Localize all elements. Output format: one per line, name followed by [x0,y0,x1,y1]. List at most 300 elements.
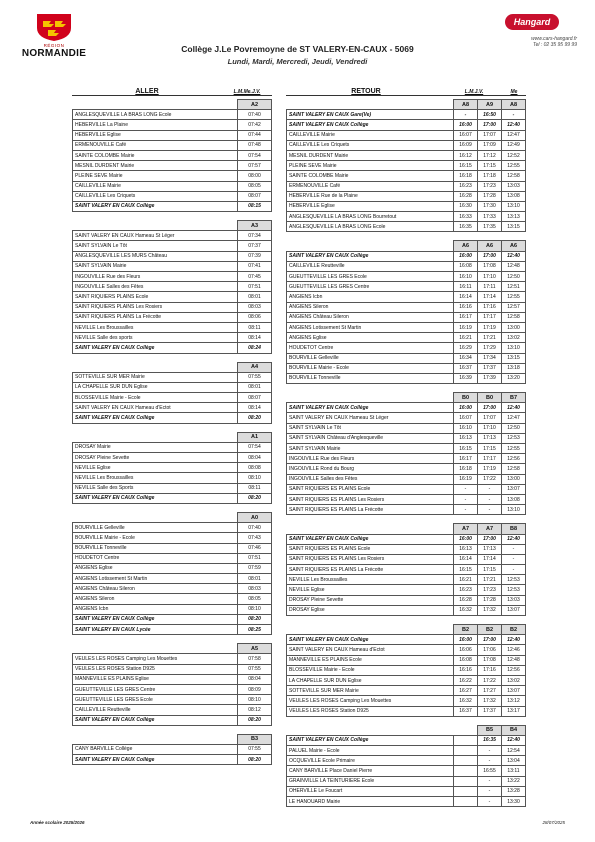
stop-time: 07:42 [238,120,272,130]
stop-name: ANGLESQUEVILLE LA BRAS LONG Ecole [287,222,454,232]
stop-time: 12:58 [502,171,526,181]
retour-block [286,523,526,616]
stop-name: BOURVILLE Mairie - Ecole [287,363,454,373]
table-row [287,222,526,232]
route-code: A7 [454,524,478,534]
stop-time: 08:20 [238,493,272,503]
table-row [73,594,272,604]
stop-time: 08:07 [238,191,272,201]
stop-time: 08:12 [238,705,272,715]
aller-block [72,362,272,424]
stop-time: 16:50 [478,110,502,120]
stop-name: CAILLEVILLE Reutteville [287,261,454,271]
stop-name: CANY BARVILLE Collège [73,744,238,754]
retour-block [286,392,526,515]
stop-time: 07:55 [238,664,272,674]
stop-name: INGOUVILLE Rond du Bourg [287,464,454,474]
table-row [287,322,526,332]
route-code: A6 [454,241,478,251]
route-code-row [287,100,526,110]
stop-time: 16:00 [454,635,478,645]
stop-time: - [478,797,502,807]
table-row [73,120,272,130]
stop-time: 07:58 [238,654,272,664]
hangard-logo [487,12,577,48]
normandy-shield-icon [33,12,75,42]
stop-name: BLOSSEVILLE Mairie - Ecole [287,665,454,675]
stop-name: SAINT VALERY EN CAUX Collège [287,403,454,413]
stop-name: GUEUTTEVILLE LES GRES Ecole [287,272,454,282]
route-code: A4 [238,362,272,372]
table-row [73,563,272,573]
stop-time: 16:33 [454,212,478,222]
route-code-row [73,221,272,231]
stop-time: 16:13 [454,544,478,554]
route-code: A8 [502,100,526,110]
route-code-spacer [73,512,238,522]
route-code-row [73,432,272,442]
stop-name: HEBERVILLE Eglise [73,130,238,140]
stop-time [454,797,478,807]
stop-time [454,786,478,796]
stop-name: OHERVILLE Le Foucart [287,786,454,796]
stop-name: VEULES LES ROSES Station D925 [287,706,454,716]
region-label: RÉGION [43,43,65,48]
table-row [287,585,526,595]
stop-time: 16:28 [454,191,478,201]
stop-time [454,776,478,786]
stop-time [454,746,478,756]
stop-time: 08:10 [238,695,272,705]
stop-time: 16:14 [454,554,478,564]
stop-name: MANNEVILLE ES PLAINS Eglise [73,674,238,684]
aller-block [72,643,272,726]
table-row [73,382,272,392]
stop-name: NEVILLE Salle des Sports [73,483,238,493]
route-code: B5 [478,725,502,735]
table-row [287,746,526,756]
stop-name: SAINT RIQUIERS ES PLAINS Les Rosiers [287,494,454,504]
stop-time: 17:12 [478,150,502,160]
route-code: A8 [454,100,478,110]
stop-name: MANNEVILLE ES PLAINS Ecole [287,655,454,665]
route-code-row [73,362,272,372]
table-row [287,181,526,191]
stop-time: 12:40 [502,635,526,645]
table-row [73,150,272,160]
table-row [287,575,526,585]
route-code: B2 [478,625,502,635]
stop-time: 08:01 [238,574,272,584]
stop-name: LA CHAPELLE SUR DUN Eglise [73,382,238,392]
stop-time: 16:12 [454,150,478,160]
route-code-row [287,241,526,251]
table-row [287,665,526,675]
stop-name: ANGIENS Château Sileron [73,584,238,594]
stop-time: 13:10 [502,505,526,515]
stop-name: MESNIL DURDENT Mairie [73,161,238,171]
table-row [73,302,272,312]
route-code-row [287,393,526,403]
stop-time: 12:40 [502,534,526,544]
stop-name: ANGIENS Sileron [73,594,238,604]
table-row [73,181,272,191]
retour-table [286,725,526,808]
stop-name: BOURVILLE Mairie - Ecole [73,533,238,543]
stop-name: SAINT VALERY EN CAUX Gare(Ve) [287,110,454,120]
stop-name: SAINT SYLVAIN Château d'Anglesqueville [287,433,454,443]
stop-name: ANGLESQUEVILLE LA BRAS LONG Bourretout [287,212,454,222]
stop-time: 16:23 [454,181,478,191]
stop-name: NEVILLE Les Broussailles [287,575,454,585]
stop-time: 17:08 [478,261,502,271]
retour-days: L.M.J.V. [464,89,484,95]
stop-time: 07:40 [238,110,272,120]
aller-header [72,84,272,96]
stop-time: 13:17 [502,706,526,716]
table-row [73,272,272,282]
stop-time: 17:29 [478,343,502,353]
table-row [73,161,272,171]
stop-time: 13:12 [502,696,526,706]
stop-time: 07:44 [238,130,272,140]
stop-name: ANGIENS Icbn [287,292,454,302]
table-row [73,333,272,343]
stop-time: - [478,746,502,756]
stop-time: 16:10 [454,272,478,282]
table-row [287,343,526,353]
aller-column [72,84,272,773]
stop-time: 16:07 [454,413,478,423]
stop-name: SAINT VALERY EN CAUX Collège [287,534,454,544]
table-row [73,553,272,563]
table-row [73,413,272,423]
table-row [73,251,272,261]
stop-name: PLEINE SEVE Mairie [73,171,238,181]
stop-time: 13:08 [502,494,526,504]
table-row [287,373,526,383]
stop-time: 12:46 [502,645,526,655]
stop-time: 17:30 [478,201,502,211]
table-row [73,453,272,463]
route-code-spacer [287,241,454,251]
table-row [287,797,526,807]
stop-name: NEVILLE Salle des sports [73,333,238,343]
table-row [73,261,272,271]
stop-time: 16:23 [454,585,478,595]
stop-time: 08:15 [238,201,272,211]
stop-time: 07:37 [238,241,272,251]
stop-time: 17:11 [478,282,502,292]
stop-time: 16:17 [454,312,478,322]
stop-time: 12:54 [502,746,526,756]
table-row [287,696,526,706]
stop-time: 16:22 [454,675,478,685]
stop-time: 16:15 [454,161,478,171]
stop-time: 12:57 [502,302,526,312]
table-row [73,201,272,211]
table-row [287,444,526,454]
stop-time: 17:37 [478,363,502,373]
stop-time: 17:00 [478,251,502,261]
stop-name: SAINT RIQUIERS ES PLAINS Les Rosiers [287,554,454,564]
table-row [287,645,526,655]
stop-name: NEVILLE Eglise [73,463,238,473]
aller-days: L.M.Me.J.V. [233,89,261,95]
stop-time: 17:33 [478,212,502,222]
stop-time: 13:28 [502,786,526,796]
stop-time: 13:02 [502,333,526,343]
stop-name: GUEUTTEVILLE LES GRES Centre [287,282,454,292]
stop-time: 17:22 [478,675,502,685]
stop-time: 16:32 [454,696,478,706]
table-row [73,403,272,413]
retour-label: RETOUR [351,88,381,95]
stop-time: 16:11 [454,282,478,292]
table-row [287,171,526,181]
stop-time: 12:53 [502,575,526,585]
stop-time: 16:18 [454,171,478,181]
stop-time: 13:02 [502,675,526,685]
stop-name: SAINT VALERY EN CAUX Collège [287,120,454,130]
stop-name: PLEINE SEVE Mairie [287,161,454,171]
stop-name: SOTTEVILLE SUR MER Mairie [73,372,238,382]
stop-time: 16:13 [454,433,478,443]
stop-name: SAINTE COLOMBE Mairie [287,171,454,181]
table-row [73,614,272,624]
stop-time: 16:34 [454,353,478,363]
stop-name: SAINT VALERY EN CAUX Collège [73,715,238,725]
stop-time: 12:52 [502,150,526,160]
stop-time: 17:22 [478,474,502,484]
stop-time: 12:58 [502,312,526,322]
aller-table [72,220,272,353]
stop-time: 16:15 [454,565,478,575]
stop-name: SAINT RIQUIERS ES PLAINS La Frécotte [287,565,454,575]
table-row [73,674,272,684]
stop-name: ANGIENS Eglise [73,563,238,573]
stop-time: 12:55 [502,444,526,454]
stop-time: 16:55 [478,766,502,776]
stop-time: - [454,484,478,494]
stop-time: 07:40 [238,523,272,533]
stop-time: 07:45 [238,272,272,282]
stop-name: SAINT SYLVAIN Mairie [287,444,454,454]
stop-time: 17:16 [478,665,502,675]
table-row [287,544,526,554]
region-name: NORMANDIE [21,48,87,59]
stop-time: 17:09 [478,140,502,150]
aller-table [72,99,272,212]
hangard-website[interactable]: www.cars-hangard.fr [531,36,577,42]
stop-time: 13:13 [502,212,526,222]
stop-time: 07:51 [238,282,272,292]
stop-time: 16:21 [454,333,478,343]
stop-time: 16:07 [454,130,478,140]
stop-time: 17:34 [478,353,502,363]
retour-block [286,725,526,808]
stop-name: CAILLEVILLE Les Criquets [73,191,238,201]
stop-time: 17:18 [478,171,502,181]
stop-name: LA CHAPELLE SUR DUN Eglise [287,675,454,685]
table-row [287,655,526,665]
stop-time: 13:08 [502,191,526,201]
stop-name: SAINT VALERY EN CAUX Collège [287,251,454,261]
stop-time: - [454,505,478,515]
table-row [73,393,272,403]
stop-time: 16:00 [454,120,478,130]
route-code: B8 [502,524,526,534]
stop-name: VEULES LES ROSES Camping Les Mouettes [287,696,454,706]
table-row [73,343,272,353]
stop-name: SAINT VALERY EN CAUX Collège [73,614,238,624]
stop-name: HEBERVILLE La Plaine [73,120,238,130]
stop-name: SAINT VALERY EN CAUX Lycée [73,625,238,635]
route-code: A6 [478,241,502,251]
stop-name: SAINT RIQUIERS ES PLAINS Ecole [287,484,454,494]
route-code-spacer [287,725,454,735]
stop-time: 17:10 [478,423,502,433]
stop-time: 16:00 [454,534,478,544]
table-row [73,241,272,251]
stop-time: 08:01 [238,292,272,302]
stop-time: 12:53 [502,433,526,443]
table-row [287,363,526,373]
table-row [287,735,526,745]
aller-table [72,362,272,424]
stop-name: SAINT SYLVAIN Le Tôt [73,241,238,251]
stop-time: 17:19 [478,464,502,474]
stop-name: SAINT SYLVAIN Le Tôt [287,423,454,433]
stop-time: 12:53 [502,585,526,595]
route-code-spacer [73,100,238,110]
stop-time: 07:55 [238,744,272,754]
stop-time: 16:17 [454,454,478,464]
stop-name: VEULES LES ROSES Camping Les Mouettes [73,654,238,664]
aller-table [72,512,272,635]
table-row [287,675,526,685]
table-row [287,454,526,464]
stop-time: 13:15 [502,222,526,232]
stop-name: ANGIENS Lotissement St Martin [287,322,454,332]
stop-time: 08:11 [238,322,272,332]
table-row [73,322,272,332]
hangard-phone: Tel : 02 35 95 99 99 [532,42,577,48]
table-row [73,604,272,614]
route-code: B7 [502,393,526,403]
stop-time: 12:56 [502,454,526,464]
route-code: B0 [478,393,502,403]
table-row [287,595,526,605]
table-row [73,625,272,635]
table-row [287,110,526,120]
stop-time: 16:29 [454,343,478,353]
stop-name: PALUEL Mairie - Ecole [287,746,454,756]
stop-name: HEBERVILLE Eglise [287,201,454,211]
stop-time: 16:37 [454,706,478,716]
route-code-spacer [73,644,238,654]
stop-time: 12:50 [502,272,526,282]
stop-time: 16:39 [454,373,478,383]
stop-name: ANGIENS Icbn [73,604,238,614]
stop-name: ANGIENS Sileron [287,302,454,312]
stop-time: 17:07 [478,413,502,423]
table-row [73,463,272,473]
stop-time: 12:47 [502,130,526,140]
route-code-spacer [73,221,238,231]
aller-block [72,432,272,504]
stop-time: 17:07 [478,130,502,140]
table-row [287,191,526,201]
stop-name: SAINT VALERY EN CAUX Hameau d'Ectot [287,645,454,655]
stop-time: 13:10 [502,343,526,353]
stop-time: 17:06 [478,645,502,655]
stop-time: 08:11 [238,483,272,493]
stop-time: 17:23 [478,585,502,595]
table-row [73,584,272,594]
stop-time: 08:05 [238,594,272,604]
stop-time: 17:21 [478,333,502,343]
stop-time: 17:00 [478,120,502,130]
table-row [287,686,526,696]
stop-time: 16:00 [454,403,478,413]
table-row [287,282,526,292]
stop-time: 08:20 [238,413,272,423]
stop-name: DROSAY Eglise [287,605,454,615]
route-code: B2 [454,625,478,635]
stop-time: 16:09 [454,140,478,150]
stop-time: 08:03 [238,302,272,312]
retour-header [286,84,526,96]
stop-time: 13:18 [502,363,526,373]
school-year: Année scolaire 2025/2026 [30,820,85,825]
stop-time: - [502,565,526,575]
stop-name: BOURVILLE Tonneville [73,543,238,553]
stop-time: 07:48 [238,140,272,150]
stop-time: 16:32 [454,605,478,615]
stop-name: BLOSSEVILLE Mairie - Ecole [73,393,238,403]
stop-time: 13:10 [502,201,526,211]
retour-table [286,99,526,232]
stop-time: 12:40 [502,120,526,130]
table-row [287,706,526,716]
stop-name: DROSAY Mairie [73,442,238,452]
retour-column [286,84,526,815]
stop-time: - [502,554,526,564]
table-row [73,715,272,725]
stop-time: 16:08 [454,261,478,271]
route-code: A7 [478,524,502,534]
stop-time: 12:58 [502,464,526,474]
route-code-row [73,734,272,744]
stop-time: 08:20 [238,755,272,765]
stop-time: 13:07 [502,686,526,696]
page-subtitle: Lundi, Mardi, Mercredi, Jeudi, Vendredi [227,57,368,66]
stop-time: 16:27 [454,686,478,696]
stop-name: INGOUVILLE Rue des Fleurs [73,272,238,282]
stop-time: 08:14 [238,403,272,413]
route-code: A2 [238,100,272,110]
table-row [73,110,272,120]
stop-time: 12:56 [502,665,526,675]
stop-time: 17:14 [478,554,502,564]
table-row [287,312,526,322]
aller-block [72,734,272,766]
stop-time: 16:16 [454,665,478,675]
stop-time: 17:32 [478,696,502,706]
stop-time: 16:10 [454,423,478,433]
stop-time: 13:00 [502,474,526,484]
